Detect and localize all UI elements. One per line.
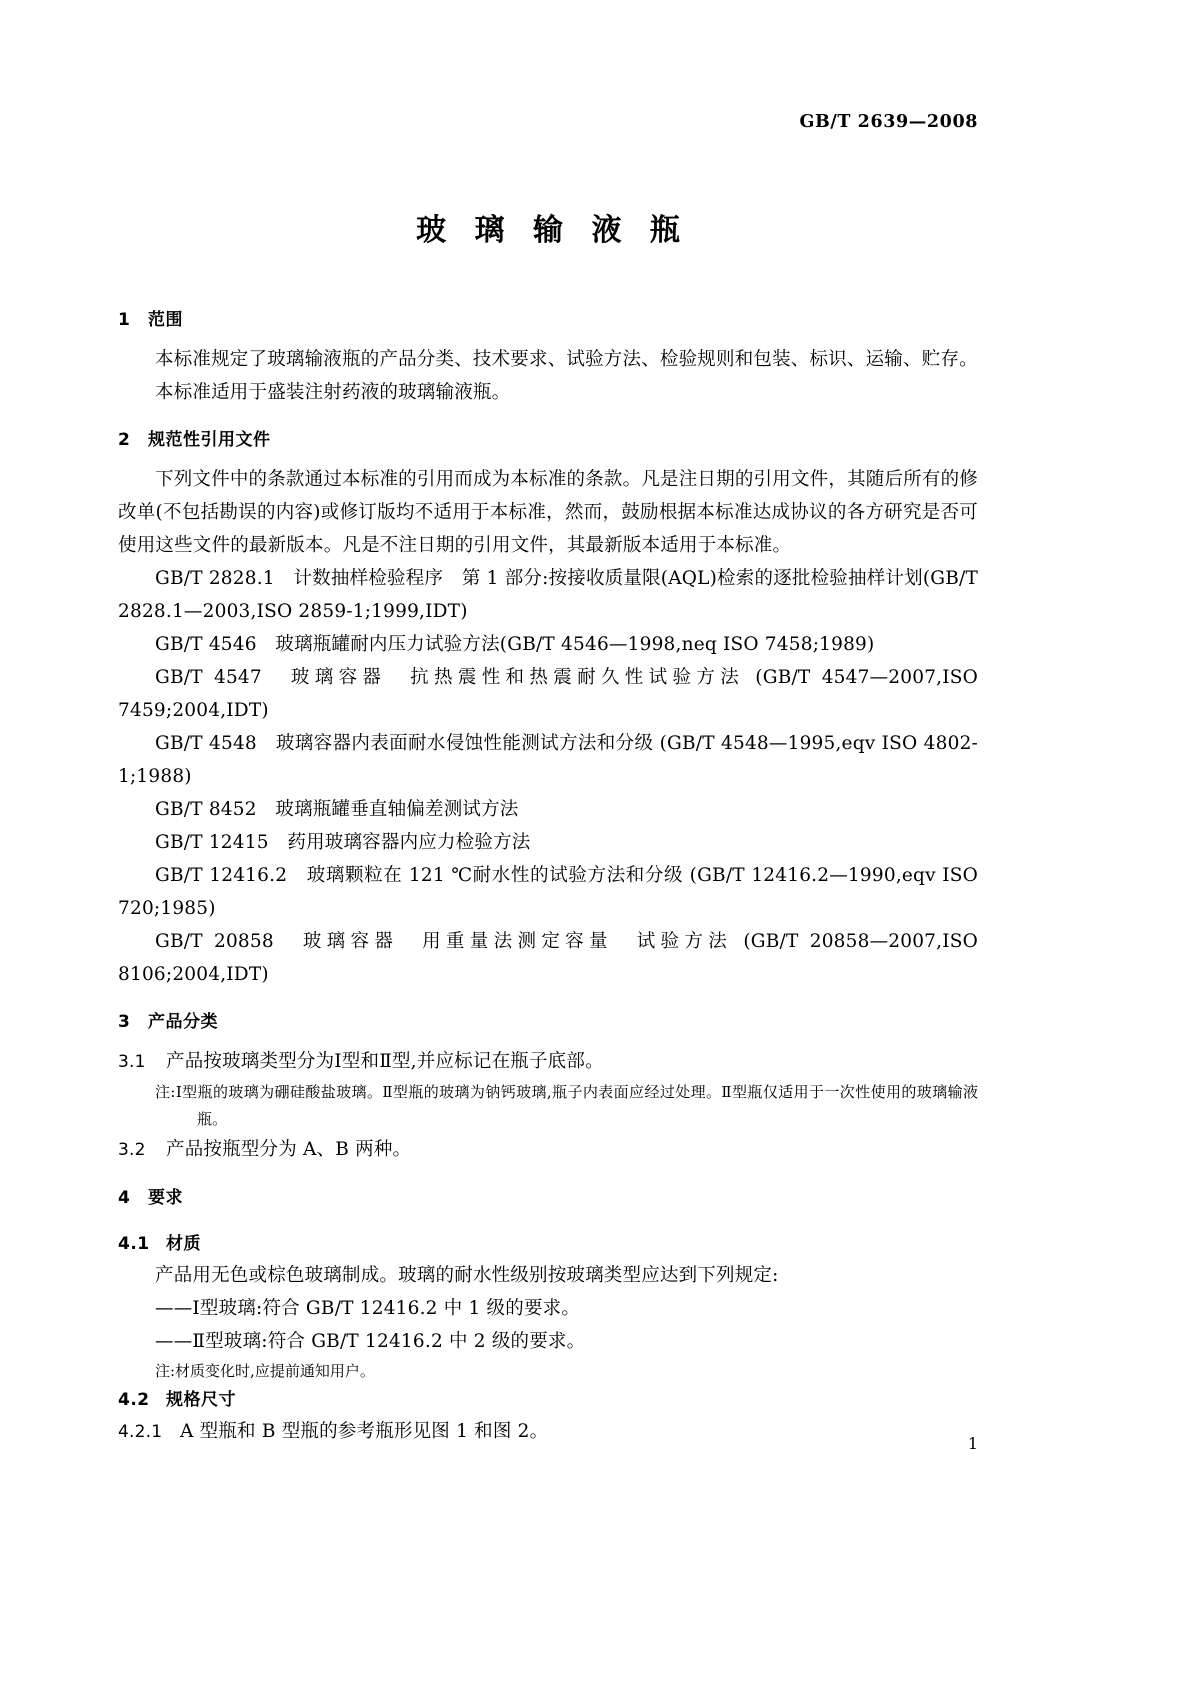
clause-4-1-paragraph-1: 产品用无色或棕色玻璃制成。玻璃的耐水性级别按玻璃类型应达到下列规定:	[155, 1265, 779, 1286]
standard-number-header: GB/T 2639—2008	[799, 112, 978, 132]
spacer	[118, 409, 978, 425]
spacer	[118, 455, 978, 463]
heading-clause-2-number: 2	[118, 430, 131, 450]
heading-clause-4-1-label: 材质	[166, 1234, 201, 1254]
normative-reference-item: GB/T 20858 玻璃容器 用重量法测定容量 试验方法 (GB/T 20858—2007,ISO 8106;2004,IDT)	[118, 931, 978, 985]
clause-1-paragraph-1: 本标准规定了玻璃输液瓶的产品分类、技术要求、试验方法、检验规则和包装、标识、运输、贮存。	[155, 349, 978, 370]
heading-clause-3-number: 3	[118, 1012, 131, 1032]
page-number-footer: 1	[967, 1434, 978, 1453]
clause-4-2-1-number: 4.2.1	[118, 1422, 163, 1442]
heading-clause-4-1-number: 4.1	[118, 1234, 150, 1254]
clause-3-1-text: 产品按玻璃类型分为Ⅰ型和Ⅱ型,并应标记在瓶子底部。	[166, 1051, 604, 1072]
heading-clause-1-number: 1	[118, 310, 131, 330]
clause-4-1-list-item-2: ——Ⅱ型玻璃:符合 GB/T 12416.2 中 2 级的要求。	[155, 1331, 586, 1352]
clause-4-2-1-text: A 型瓶和 B 型瓶的参考瓶形见图 1 和图 2。	[180, 1421, 549, 1442]
clause-4-1-list-item-1: ——Ⅰ型玻璃:符合 GB/T 12416.2 中 1 级的要求。	[155, 1298, 581, 1319]
clause-3-1	[118, 1045, 978, 1079]
heading-clause-1	[118, 305, 978, 335]
clause-4-1-note: 注:材质变化时,应提前通知用户。	[155, 1362, 375, 1380]
clause-3-1-number: 3.1	[118, 1052, 146, 1072]
normative-reference-item: GB/T 12416.2 玻璃颗粒在 121 ℃耐水性的试验方法和分级 (GB/T 12416.2—1990,eqv ISO 720;1985)	[118, 865, 978, 919]
clause-4-2-1	[118, 1415, 978, 1449]
heading-clause-4-number: 4	[118, 1188, 131, 1208]
clause-3-2	[118, 1133, 978, 1167]
heading-clause-3	[118, 1007, 978, 1037]
normative-reference-item: GB/T 12415 药用玻璃容器内应力检验方法	[155, 832, 531, 853]
normative-reference-item: GB/T 4546 玻璃瓶罐耐内压力试验方法(GB/T 4546—1998,neq ISO 7458;1989)	[155, 634, 875, 655]
clause-3-2-text: 产品按瓶型分为 A、B 两种。	[166, 1139, 412, 1160]
heading-clause-4	[118, 1183, 978, 1213]
spacer	[118, 991, 978, 1007]
clause-3-2-number: 3.2	[118, 1140, 146, 1160]
heading-clause-1-label: 范围	[148, 310, 183, 330]
spacer	[118, 1037, 978, 1045]
heading-clause-4-1	[118, 1229, 978, 1259]
document-body	[118, 305, 978, 1449]
heading-clause-4-label: 要求	[148, 1188, 183, 1208]
normative-reference-item: GB/T 4548 玻璃容器内表面耐水侵蚀性能测试方法和分级 (GB/T 4548—1995,eqv ISO 4802-1;1988)	[118, 733, 978, 787]
heading-clause-3-label: 产品分类	[148, 1012, 218, 1032]
heading-clause-4-2	[118, 1385, 978, 1415]
spacer	[118, 1167, 978, 1183]
document-title: 玻 璃 输 液 瓶	[416, 213, 689, 248]
normative-reference-item: GB/T 8452 玻璃瓶罐垂直轴偏差测试方法	[155, 799, 519, 820]
spacer	[118, 1213, 978, 1229]
spacer	[118, 335, 978, 343]
clause-3-1-note: 注:Ⅰ型瓶的玻璃为硼硅酸盐玻璃。Ⅱ型瓶的玻璃为钠钙玻璃,瓶子内表面应经过处理。Ⅱ型瓶仅适用于一次性使用的玻璃输液瓶。	[155, 1083, 978, 1128]
heading-clause-4-2-label: 规格尺寸	[166, 1390, 236, 1410]
clause-1-paragraph-2: 本标准适用于盛装注射药液的玻璃输液瓶。	[155, 382, 511, 403]
heading-clause-2	[118, 425, 978, 455]
heading-clause-2-label: 规范性引用文件	[148, 430, 271, 450]
heading-clause-4-2-number: 4.2	[118, 1390, 150, 1410]
normative-reference-item: GB/T 2828.1 计数抽样检验程序 第 1 部分:按接收质量限(AQL)检索的逐批检验抽样计划(GB/T 2828.1—2003,ISO 2859-1;1999,IDT)	[118, 568, 978, 622]
normative-reference-item: GB/T 4547 玻璃容器 抗热震性和热震耐久性试验方法 (GB/T 4547—2007,ISO 7459;2004,IDT)	[118, 667, 978, 721]
clause-2-paragraph-1: 下列文件中的条款通过本标准的引用而成为本标准的条款。凡是注日期的引用文件，其随后所有的修改单(不包括勘误的内容)或修订版均不适用于本标准，然而，鼓励根据本标准达成协议的各方研究是否可使用这些文件的最新版本。凡是不注日期的引用文件，其最新版本适用于本标准。	[118, 469, 978, 556]
